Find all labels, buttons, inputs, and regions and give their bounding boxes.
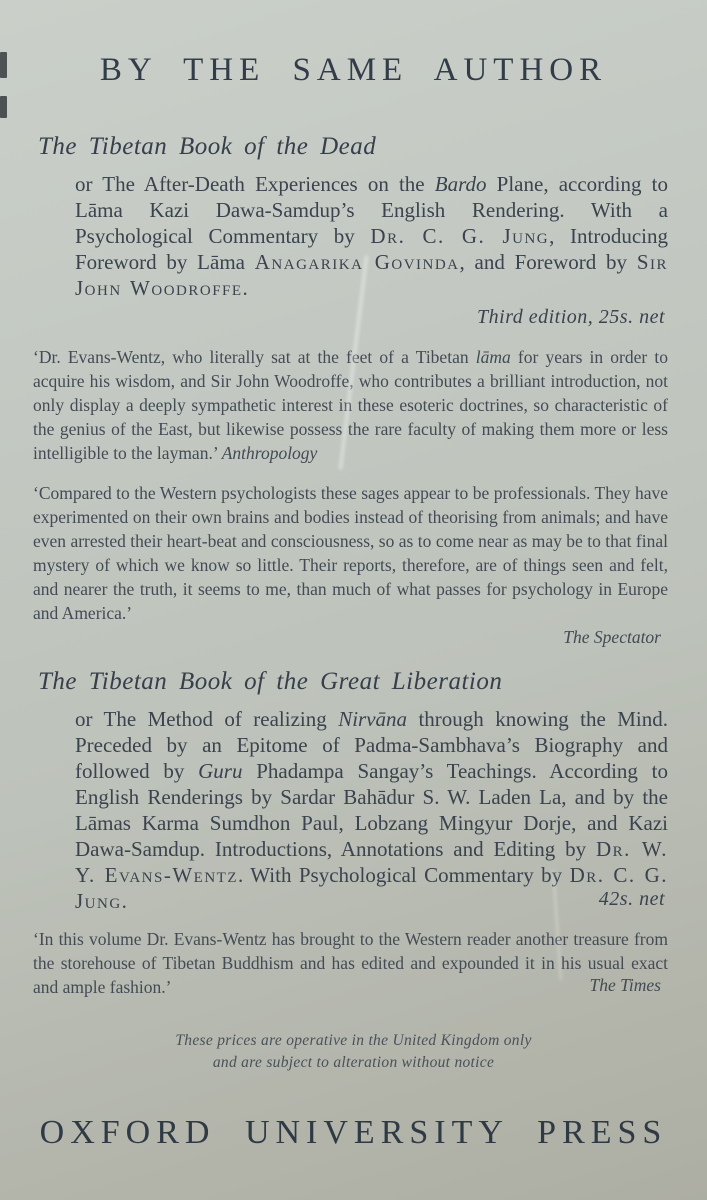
page-edge-mark (0, 96, 7, 118)
page-edge-mark (0, 52, 7, 78)
book-title: The Tibetan Book of the Great Liberation (38, 668, 503, 695)
book-description: or The After-Death Experiences on the Bardo Plane, according to Lāma Kazi Dawa-Samdup’s English Rendering. With a Psychological Commentary by Dr. C. G. Jung, Introducing Foreword by Lāma Anagarika Govinda, and Foreword by Sir John Woodroffe. (75, 172, 668, 300)
publisher-imprint: OXFORD UNIVERSITY PRESS (39, 1114, 668, 1151)
book-entry-dead (0, 133, 707, 648)
price-note-line: These prices are operative in the United Kingdom only (175, 1032, 532, 1049)
review-quote-spectator: ‘Compared to the Western psychologists these sages appear to be professionals. They have experimented on their own brains and bodies instead of theorising from animals; and have even arrested their heart-beat and consciousness, so as to come near as may be to that final mystery of which we know so little. Their reports, therefore, are of things seen and felt, and nearer the truth, it seems to me, than much of what passes for psychology in Europe and America.’ (33, 483, 668, 623)
review-quote-anthropology: ‘Dr. Evans-Wentz, who literally sat at the feet of a Tibetan lāma for years in order to acquire his wisdom, and Sir John Woodroffe, who contributes a brilliant introduction, not only display a deeply sympathetic interest in these esoteric doctrines, so characteristic of the genius of the East, but likewise possess the rare faculty of making them more or less intelligible to the layman.’ Anthropology (33, 347, 669, 463)
review-source: The Spectator (563, 627, 661, 647)
edition-price: Third edition, 25s. net (477, 306, 665, 328)
book-title: The Tibetan Book of the Dead (38, 133, 377, 160)
book-description: or The Method of realizing Nirvāna through knowing the Mind. Preceded by an Epitome of Padma-Sambhava’s Biography and followed by Guru Phadampa Sangay’s Teachings. According to English Renderings by Sardar Bahādur S. W. Laden La, and by the Lāmas Karma Sumdhon Paul, Lobzang Mingyur Dorje, and Kazi Dawa-Samdup. Introductions, Annotations and Editing by Dr. W. Y. Evans-Wentz. With Psychological Commentary by Dr. C. G. Jung. (75, 707, 669, 913)
price-note-line: and are subject to alteration without notice (212, 1054, 495, 1071)
book-entry-liberation (0, 668, 707, 996)
page-heading: BY THE SAME AUTHOR (99, 52, 608, 88)
review-source: The Times (589, 975, 661, 995)
book-price: 42s. net (598, 888, 665, 910)
price-note (0, 1030, 707, 1074)
review-quote-times: ‘In this volume Dr. Evans-Wentz has brought to the Western reader another treasure from the storehouse of Tibetan Buddhism and has edited and expounded it in his usual exact and ample fashion.’ (33, 929, 668, 997)
